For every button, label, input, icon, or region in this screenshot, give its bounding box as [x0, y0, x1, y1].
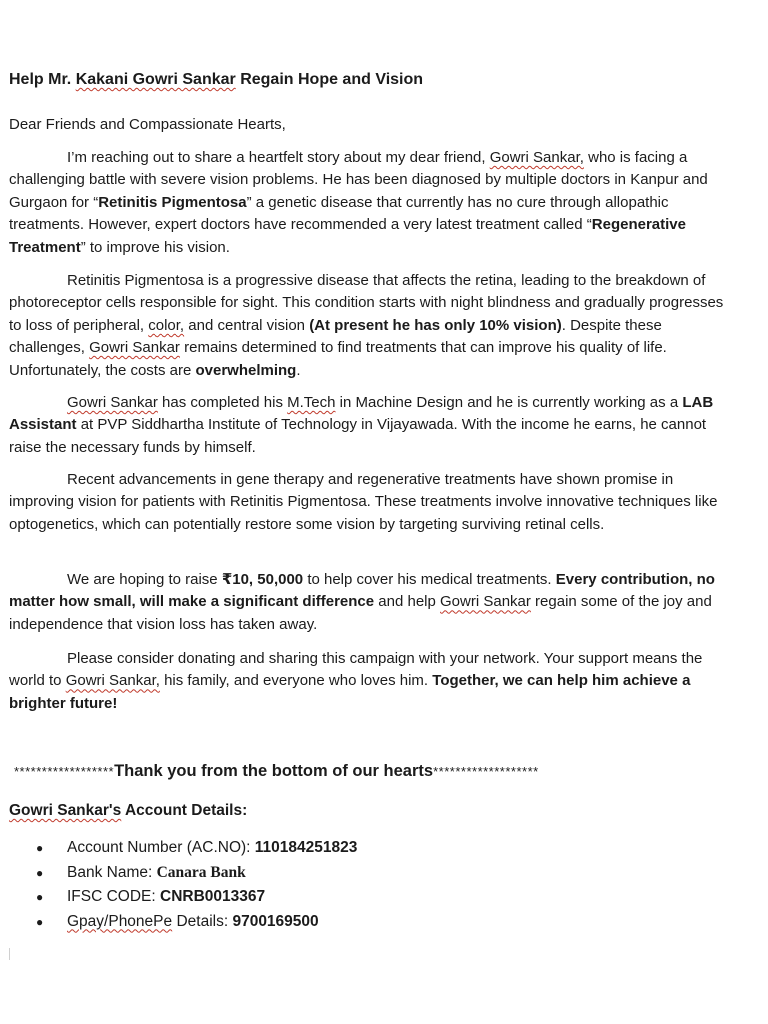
account-details-heading: [9, 800, 247, 822]
p3-text-2: in Machine Design and he is currently working as a: [335, 394, 683, 411]
paragraph-3: [9, 392, 734, 459]
paragraph-2: [9, 270, 734, 382]
gpay-phonepe-label: Gpay/PhonePe: [67, 912, 173, 930]
p6-bold-1: Together, we can help him achieve a brighter future!: [9, 672, 691, 712]
bullet-icon: ●: [36, 890, 44, 904]
p1-bold-1: Retinitis Pigmentosa: [98, 193, 247, 211]
thank-you-divider: [14, 760, 754, 783]
p2-name: Gowri Sankar: [89, 339, 180, 357]
account-heading-name: Gowri Sankar's: [9, 802, 122, 819]
p3-text-3: at PVP Siddhartha Institute of Technology in Vijayawada. With the income he earns, he cannot raise the necessary funds by himself.: [9, 416, 707, 456]
p4-text-1: Recent advancements in gene therapy and regenerative treatments have shown promise in improving vision for patients with Retinitis Pigmentosa. These treatments involve innovative techniques like optogenetics, which can potentially restore some vision by targeting surviving retinal cells.: [9, 471, 718, 533]
account-number-item: [36, 836, 357, 861]
p5-text-2: to help cover his medical treatments.: [303, 571, 556, 588]
p1-text-2: who is facing a challenging battle with severe vision problems. He has been diagnosed by multiple doctors in Kanpur and Gurgaon for “: [9, 149, 708, 211]
paragraph-1: [9, 147, 734, 259]
p1-text-3: ” a genetic disease that currently has no cure through allopathic treatments. However, expert doctors have recommended a very latest treatment called “: [9, 193, 669, 234]
p2-bold-1: (At present he has only 10% vision): [309, 316, 562, 334]
p3-mtech: M.Tech: [287, 394, 336, 411]
divider-stars-left: ******************: [14, 764, 115, 779]
bank-name-label: Bank Name:: [67, 863, 157, 881]
greeting: Dear Friends and Compassionate Hearts,: [9, 116, 286, 133]
bullet-icon: ●: [36, 914, 44, 929]
p1-text-1: I’m reaching out to share a heartfelt story about my dear friend,: [67, 149, 490, 166]
p2-text-3: . Despite these challenges,: [9, 316, 662, 357]
p1-name: Gowri Sankar,: [489, 149, 584, 166]
account-number-label: Account Number (AC.NO):: [67, 839, 255, 856]
document-title: [9, 68, 749, 92]
p6-text-2: his family, and everyone who loves him.: [159, 672, 433, 690]
account-details-list: [36, 836, 357, 934]
bullet-icon: ●: [36, 841, 44, 855]
p5-bold-1: ₹10, 50,000: [221, 571, 304, 588]
p3-name: Gowri Sankar: [67, 394, 158, 411]
title-suffix: Regain Hope and Vision: [235, 71, 424, 88]
paragraph-5: [9, 569, 734, 636]
gpay-phonepe-item: [36, 910, 357, 935]
p1-bold-2: Regenerative Treatment: [9, 216, 686, 256]
ifsc-code-value: CNRB0013367: [160, 888, 266, 905]
divider-stars-right: *******************: [433, 764, 539, 779]
paragraph-6: [9, 648, 734, 715]
p6-text-1: Please consider donating and sharing this campaign with your network. Your support means the world to: [9, 650, 703, 690]
ifsc-code-item: [36, 885, 357, 910]
gpay-details-label: Details:: [172, 912, 233, 930]
divider-text: Thank you from the bottom of our hearts: [114, 762, 434, 780]
p3-bold-1: LAB Assistant: [9, 394, 714, 434]
account-heading-rest: Account Details:: [121, 802, 248, 819]
bank-name-item: [36, 861, 357, 886]
p5-bold-2: Every contribution, no matter how small, will make a significant difference: [9, 571, 715, 611]
p5-name: Gowri Sankar: [440, 593, 531, 611]
p2-text-5: .: [296, 361, 301, 379]
p5-text-3: and help: [374, 593, 441, 611]
margin-mark: [9, 948, 10, 960]
p2-text-4: remains determined to find treatments that can improve his quality of life. Unfortunately, the costs are: [9, 339, 667, 379]
p2-color: color,: [148, 316, 185, 334]
p2-text-1: Retinitis Pigmentosa is a progressive disease that affects the retina, leading to the breakdown of photoreceptor cells responsible for sight. This condition starts with night blindness and gradually progresses to loss of peripheral,: [9, 272, 724, 334]
p6-name: Gowri Sankar,: [65, 672, 160, 690]
title-name: Kakani Gowri Sankar: [75, 71, 236, 88]
gpay-phonepe-value: 9700169500: [232, 912, 319, 930]
title-prefix: Help Mr.: [9, 71, 76, 88]
ifsc-code-label: IFSC CODE:: [67, 888, 161, 905]
paragraph-4: [9, 469, 734, 536]
p5-text-4: regain some of the joy and independence that vision loss has taken away.: [9, 593, 712, 633]
bank-name-value: Canara Bank: [156, 863, 246, 881]
p3-text-1: has completed his: [157, 394, 288, 411]
account-number-value: 110184251823: [254, 839, 358, 856]
p5-text-1: We are hoping to raise: [67, 571, 222, 588]
p2-text-2: and central vision: [184, 316, 310, 334]
p1-text-4: ” to improve his vision.: [80, 238, 230, 256]
p2-bold-2: overwhelming: [195, 361, 297, 379]
bullet-icon: ●: [36, 865, 44, 880]
